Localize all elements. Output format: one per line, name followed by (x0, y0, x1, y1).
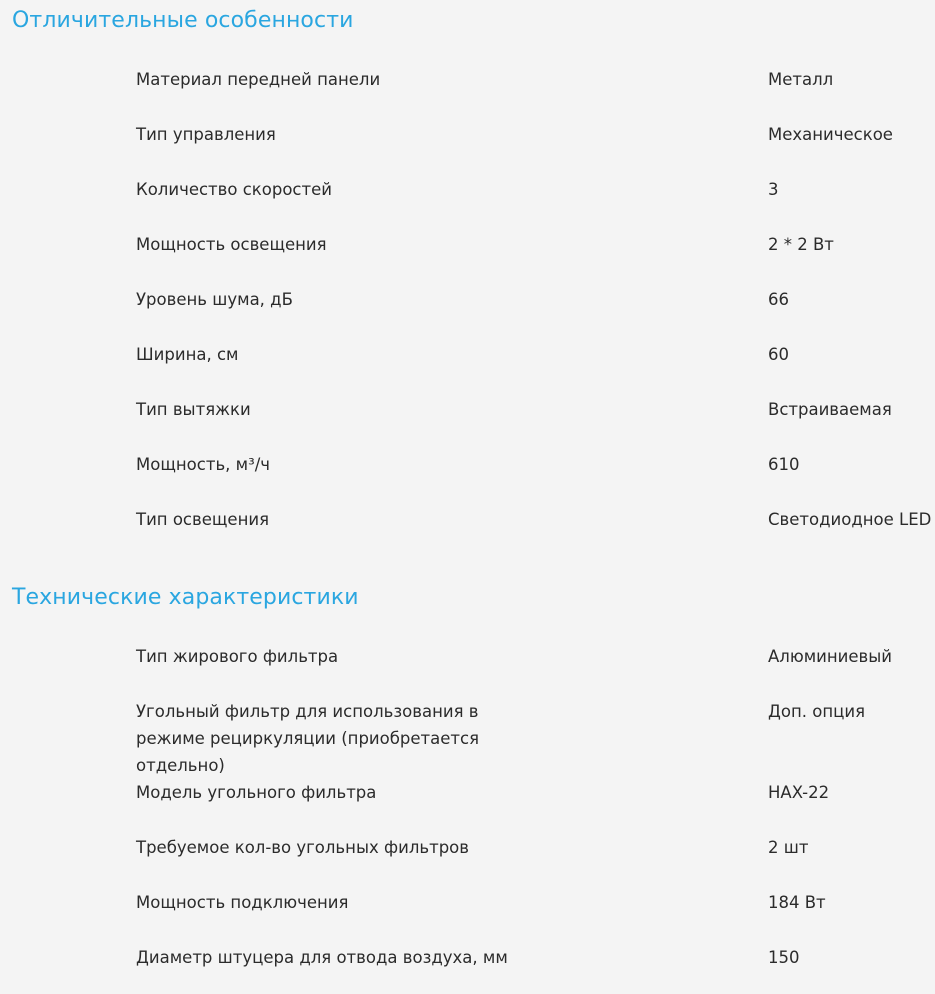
spec-label: Угольный фильтр для использования в режиме рециркуляции (приобретается отдельно) (136, 702, 480, 775)
spec-value: Доп. опция (768, 702, 866, 721)
spec-label: Тип управления (136, 125, 276, 144)
spec-label: Мощность освещения (136, 235, 327, 254)
spec-value: 60 (768, 345, 789, 364)
spec-value: Светодиодное LED (768, 510, 932, 529)
spec-label: Мощность подключения (136, 893, 349, 912)
spec-value: HAX-22 (768, 783, 830, 802)
spec-value: 184 Вт (768, 893, 826, 912)
spec-value: Механическое (768, 125, 893, 144)
spec-value: Металл (768, 70, 834, 89)
spec-value: 2 * 2 Вт (768, 235, 834, 254)
spec-value: 610 (768, 455, 800, 474)
section-title-technical: Технические характеристики (12, 585, 359, 610)
spec-label: Ширина, см (136, 345, 239, 364)
spec-label: Тип жирового фильтра (136, 647, 339, 666)
spec-label: Мощность, м³/ч (136, 455, 271, 474)
spec-value: 66 (768, 290, 789, 309)
section-title-features: Отличительные особенности (12, 8, 354, 33)
spec-label: Требуемое кол-во угольных фильтров (136, 838, 469, 857)
spec-label: Модель угольного фильтра (136, 783, 377, 802)
spec-value: 150 (768, 948, 800, 967)
spec-label: Тип освещения (136, 510, 270, 529)
spec-label: Количество скоростей (136, 180, 332, 199)
spec-label: Материал передней панели (136, 70, 381, 89)
spec-value: Встраиваемая (768, 400, 892, 419)
spec-label: Уровень шума, дБ (136, 290, 293, 309)
spec-label: Диаметр штуцера для отвода воздуха, мм (136, 948, 508, 967)
spec-value: Алюминиевый (768, 647, 893, 666)
spec-value: 2 шт (768, 838, 809, 857)
spec-value: 3 (768, 180, 779, 199)
spec-label: Тип вытяжки (136, 400, 251, 419)
